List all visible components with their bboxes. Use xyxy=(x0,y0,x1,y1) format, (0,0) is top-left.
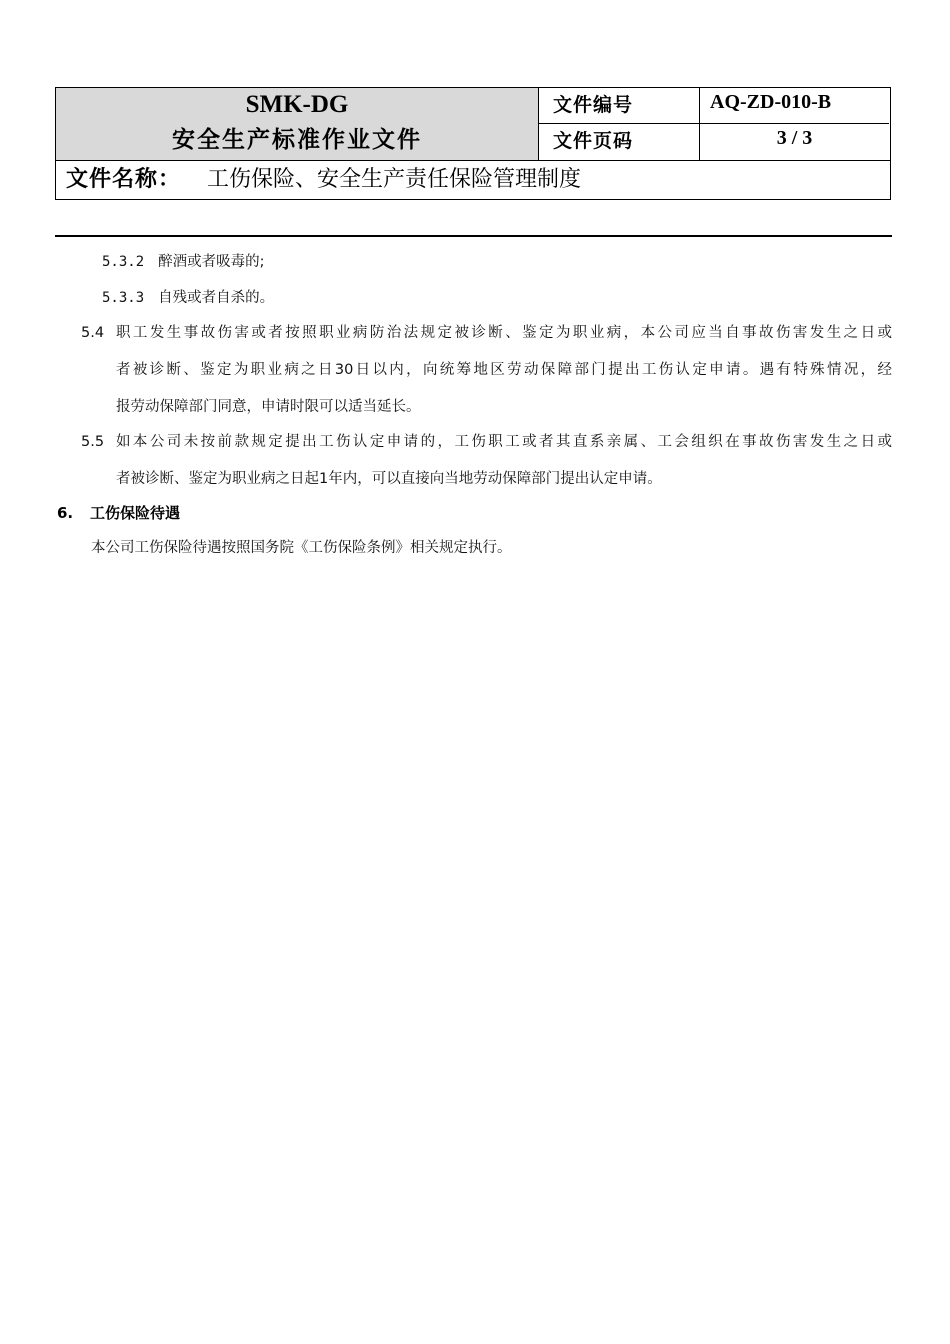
clause-5-4-line-1: 职工发生事故伤害或者按照职业病防治法规定被诊断、鉴定为职业病，本公司应当自事故伤害发生之日或 xyxy=(116,325,892,341)
clause-5-4-line-2: 者被诊断、鉴定为职业病之日30日以内，向统筹地区劳动保障部门提出工伤认定申请。遇有特殊情况，经 xyxy=(116,362,892,378)
clause-5-4-line-3: 报劳动保障部门同意，申请时限可以适当延长。 xyxy=(116,399,421,415)
clause-5-3-2 xyxy=(102,252,265,272)
page-number-value: 3 / 3 xyxy=(776,127,813,149)
page-number-label: 文件页码 xyxy=(539,124,700,160)
header-divider xyxy=(55,235,892,237)
clause-5-3-3 xyxy=(102,288,274,308)
document-header-table xyxy=(55,87,891,200)
clause-number: 5.3.3 xyxy=(102,290,145,306)
document-type: 安全生产标准作业文件 xyxy=(172,127,422,153)
clause-5-5-number: 5.5 xyxy=(81,434,105,450)
section-number: 6. xyxy=(57,504,74,522)
document-name-value: 工伤保险、安全生产责任保险管理制度 xyxy=(207,167,582,192)
clause-text: 自残或者自杀的。 xyxy=(158,290,275,306)
section-6-text: 本公司工伤保险待遇按照国务院《工伤保险条例》相关规定执行。 xyxy=(91,540,512,556)
document-name-label: 文件名称： xyxy=(66,167,182,192)
clause-text: 醉酒或者吸毒的; xyxy=(158,254,265,270)
clause-5-4-number: 5.4 xyxy=(81,325,105,341)
section-6-heading xyxy=(57,503,180,523)
clause-number: 5.3.2 xyxy=(102,254,145,270)
company-code: SMK-DG xyxy=(245,91,349,118)
document-name-row xyxy=(56,160,890,198)
doc-number-label: 文件编号 xyxy=(539,88,700,124)
clause-5-5-line-2: 者被诊断、鉴定为职业病之日起1年内，可以直接向当地劳动保障部门提出认定申请。 xyxy=(116,471,662,487)
doc-number-value: AQ-ZD-010-B xyxy=(700,88,889,124)
header-title-cell xyxy=(56,88,539,160)
clause-5-5-line-1: 如本公司未按前款规定提出工伤认定申请的，工伤职工或者其直系亲属、工会组织在事故伤害发生之日或 xyxy=(116,434,892,450)
section-title: 工伤保险待遇 xyxy=(90,504,181,522)
